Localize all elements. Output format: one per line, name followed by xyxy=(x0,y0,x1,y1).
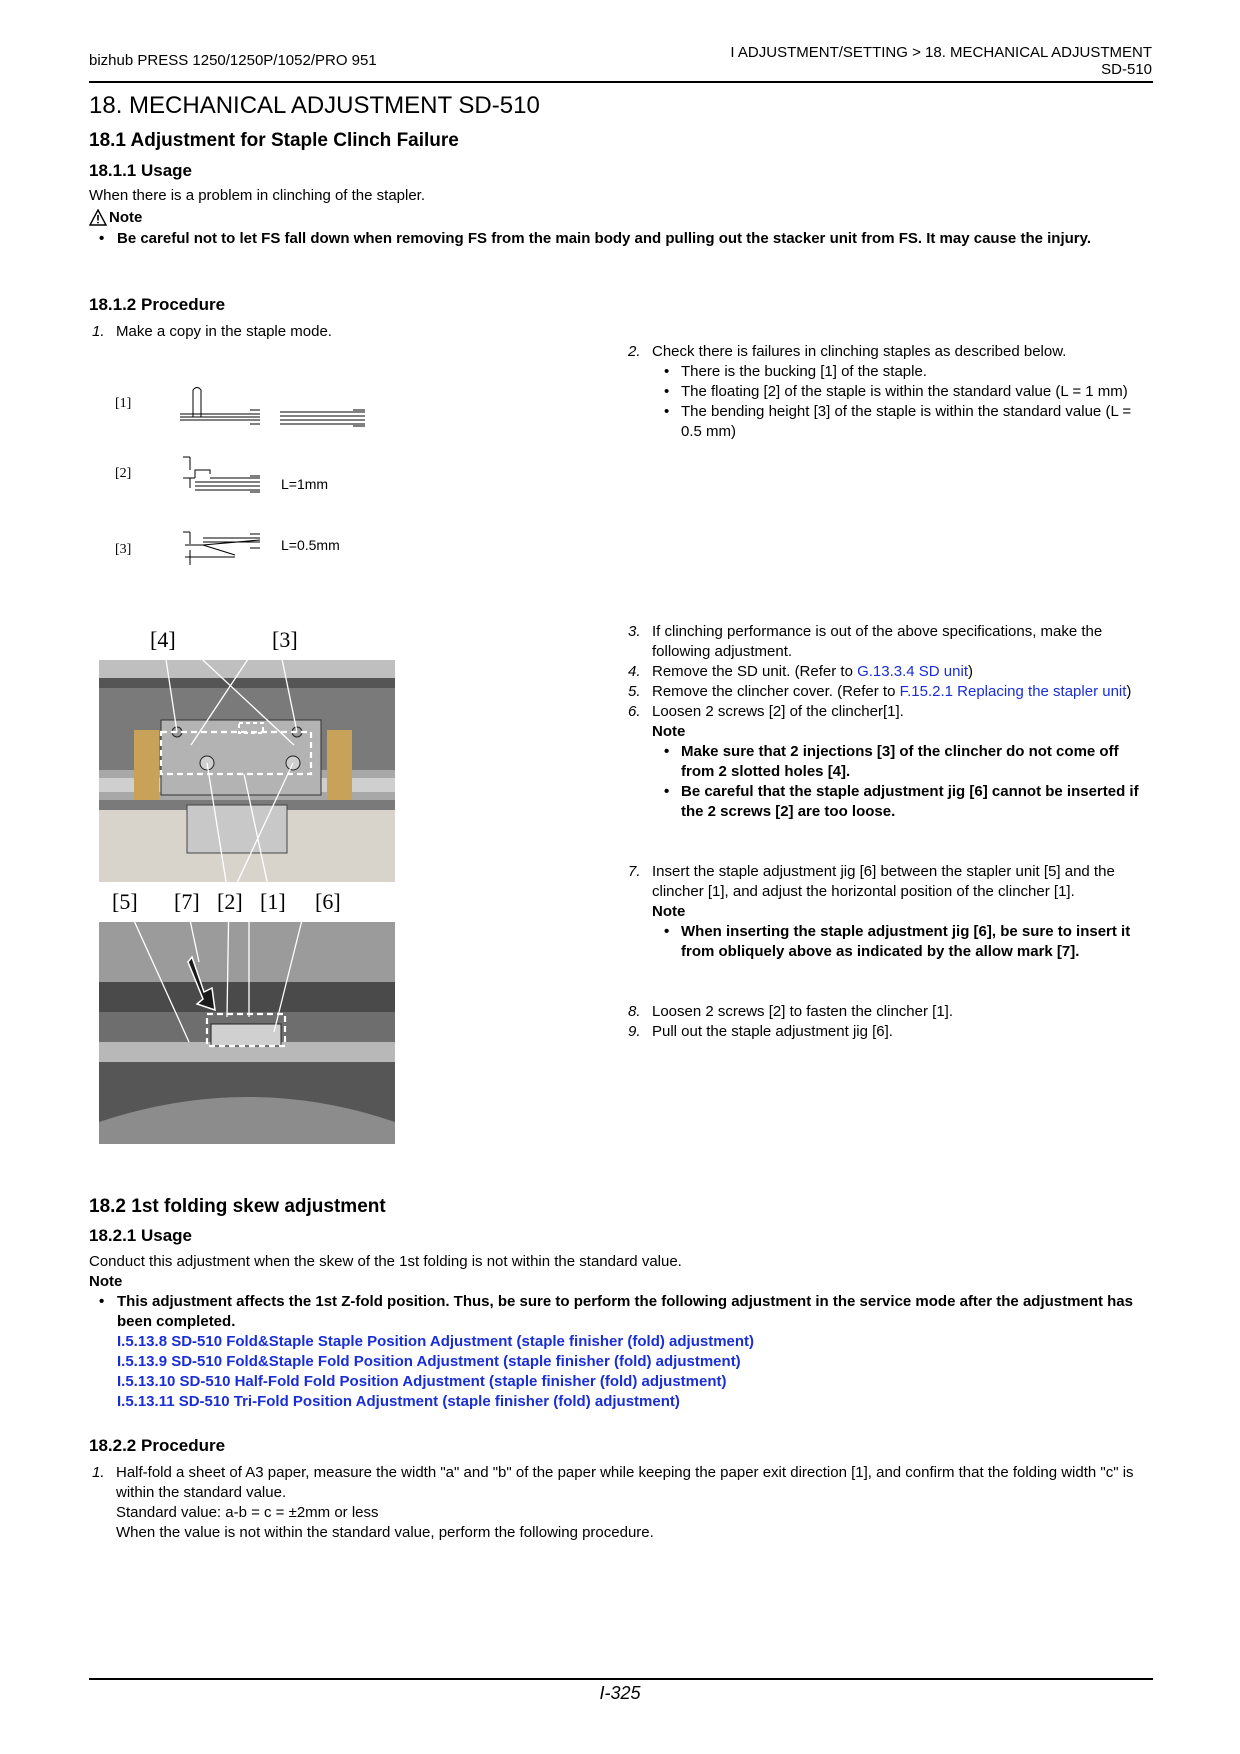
link-fold-staple-staple-position[interactable]: I.5.13.8 SD-510 Fold&Staple Staple Position Adjustment (staple finisher (fold) adjustment) xyxy=(117,1333,755,1350)
figure-label-2: [2] xyxy=(115,466,132,481)
header-breadcrumb: I ADJUSTMENT/SETTING > 18. MECHANICAL ADJUSTMENT xyxy=(730,44,1152,61)
subsection-heading-procedure-2: 18.2.2 Procedure xyxy=(89,1436,226,1455)
header-model: bizhub PRESS 1250/1250P/1052/PRO 951 xyxy=(89,52,377,69)
header-breadcrumb-block xyxy=(730,44,1152,78)
list-item: • Be careful that the staple adjustment jig [6] cannot be inserted if the 2 screws [2] are too loose. xyxy=(652,782,1155,822)
list-item: • The floating [2] of the staple is within the standard value (L = 1 mm) xyxy=(652,382,1155,402)
list-item: 8. Loosen 2 screws [2] to fasten the clincher [1]. xyxy=(628,1003,953,1020)
link-tri-fold-position[interactable]: I.5.13.11 SD-510 Tri-Fold Position Adjustment (staple finisher (fold) adjustment) xyxy=(117,1393,680,1410)
list-item: • Make sure that 2 injections [3] of the clincher do not come off from 2 slotted holes [4]. xyxy=(652,742,1155,782)
step-6-notes xyxy=(652,742,1155,822)
procedure-2-step-1 xyxy=(89,1463,1153,1543)
section-heading-18-1: 18.1 Adjustment for Staple Clinch Failure xyxy=(89,130,459,151)
standard-followup: When the value is not within the standard value, perform the following procedure. xyxy=(116,1524,654,1541)
clincher-photo xyxy=(99,660,395,882)
link-half-fold-position[interactable]: I.5.13.10 SD-510 Half-Fold Fold Position Adjustment (staple finisher (fold) adjustment) xyxy=(117,1373,727,1390)
procedure-steps-3-to-6 xyxy=(625,622,1155,822)
header-unit: SD-510 xyxy=(1101,61,1152,78)
link-replacing-stapler-unit[interactable]: F.15.2.1 Replacing the stapler unit xyxy=(899,683,1127,700)
dim-value-floating: L=1mm xyxy=(281,476,329,492)
procedure-step-7 xyxy=(625,862,1155,962)
list-item: 1. Make a copy in the staple mode. xyxy=(92,323,332,340)
subsection-heading-usage-2: 18.2.1 Usage xyxy=(89,1226,193,1245)
list-item: 6. Loosen 2 screws [2] of the clincher[1]. Note • Make sure that 2 injections [3] of the clincher do not come off from 2 slotted holes [4]. • Be careful that the staple adjustment jig [6] cannot be inserted if the 2 screws [2] are too loose. xyxy=(625,702,1155,822)
usage-2-note-text: • This adjustment affects the 1st Z-fold position. Thus, be sure to perform the following adjustment in the service mode after the adjustment has been completed. xyxy=(89,1292,1153,1332)
usage-text: When there is a problem in clinching of the stapler. xyxy=(89,187,426,204)
usage-2-note-label: Note xyxy=(89,1273,123,1290)
header-divider xyxy=(89,81,1153,83)
procedure-steps-8-9 xyxy=(625,1002,1155,1042)
list-item: • When inserting the staple adjustment jig [6], be sure to insert it from obliquely above as indicated by the allow mark [7]. xyxy=(652,922,1155,962)
list-item: 4. Remove the SD unit. (Refer to G.13.3.4 SD unit) xyxy=(628,663,973,680)
note-label: Note xyxy=(109,209,143,226)
photo1-label-4: [4] xyxy=(150,627,176,652)
subsection-heading-usage: 18.1.1 Usage xyxy=(89,161,193,180)
jig-insertion-photo xyxy=(99,922,395,1144)
clincher-photo-illustration xyxy=(99,660,395,882)
step-7-notes xyxy=(652,922,1155,962)
section-heading-18-2: 18.2 1st folding skew adjustment xyxy=(89,1196,386,1217)
photo2-label-5: [5] xyxy=(112,889,138,914)
photo2-label-7: [7] xyxy=(174,889,200,914)
list-item: 3. If clinching performance is out of the above specifications, make the following adjustment. xyxy=(628,623,1103,660)
link-sd-unit[interactable]: G.13.3.4 SD unit xyxy=(857,663,968,680)
figure-label-1: [1] xyxy=(115,396,132,411)
list-item: 7. Insert the staple adjustment jig [6] between the stapler unit [5] and the clincher [1], and adjust the horizontal position of the clincher [1]. Note • When inserting the staple adjustment jig [6], be sure to insert it from obliquely above as indicated by the allow mark [7]. xyxy=(625,862,1155,962)
link-fold-staple-fold-position[interactable]: I.5.13.9 SD-510 Fold&Staple Fold Position Adjustment (staple finisher (fold) adjustment) xyxy=(117,1353,741,1370)
list-item: 2. Check there is failures in clinching staples as described below. • There is the bucking [1] of the staple. • The floating [2] of the staple is within the standard value (L = 1 mm) • The bending height [3] of the staple is within the standard value (L = 0.5 mm) xyxy=(625,342,1155,442)
photo2-label-1: [1] xyxy=(260,889,286,914)
procedure-step-2 xyxy=(625,342,1155,442)
jig-insertion-photo-illustration xyxy=(99,922,395,1144)
footer-divider xyxy=(89,1678,1153,1680)
warning-icon xyxy=(89,209,107,226)
list-item: • There is the bucking [1] of the staple. xyxy=(652,362,1155,382)
photo2-label-6: [6] xyxy=(315,889,341,914)
list-item: 9. Pull out the staple adjustment jig [6]. xyxy=(628,1023,893,1040)
page-number: I-325 xyxy=(599,1683,641,1703)
subsection-heading-procedure: 18.1.2 Procedure xyxy=(89,295,226,314)
usage-note-text: • Be careful not to let FS fall down when removing FS from the main body and pulling out the stacker unit from FS. It may cause the injury. xyxy=(89,229,1181,249)
figure-label-3: [3] xyxy=(115,542,132,557)
list-item: • The bending height [3] of the staple is within the standard value (L = 0.5 mm) xyxy=(652,402,1155,442)
step-7-note-label: Note xyxy=(652,903,686,920)
photo1-label-3: [3] xyxy=(272,627,298,652)
service-mode-links xyxy=(89,1332,1153,1412)
step-6-note-label: Note xyxy=(652,723,686,740)
usage-note-header xyxy=(89,209,142,226)
usage-2-note xyxy=(89,1292,1153,1412)
dim-value-bending: L=0.5mm xyxy=(281,537,340,553)
list-item: 1. Half-fold a sheet of A3 paper, measure the width "a" and "b" of the paper while keeping the paper exit direction [1], and confirm that the folding width "c" is within the standard value. Standard value: a-b = c = ±2mm or less When the value is not within the standard value, perform the following procedure. xyxy=(89,1463,1153,1543)
step-2-bullets xyxy=(652,362,1155,442)
staple-clinch-figure xyxy=(105,380,405,580)
standard-value: Standard value: a-b = c = ±2mm or less xyxy=(116,1504,379,1521)
usage-2-text: Conduct this adjustment when the skew of the 1st folding is not within the standard value. xyxy=(89,1253,682,1270)
page-title: 18. MECHANICAL ADJUSTMENT SD-510 xyxy=(89,92,540,119)
list-item: 5. Remove the clincher cover. (Refer to F.15.2.1 Replacing the stapler unit) xyxy=(628,683,1132,700)
procedure-step-1 xyxy=(89,322,609,342)
photo2-label-2: [2] xyxy=(217,889,243,914)
